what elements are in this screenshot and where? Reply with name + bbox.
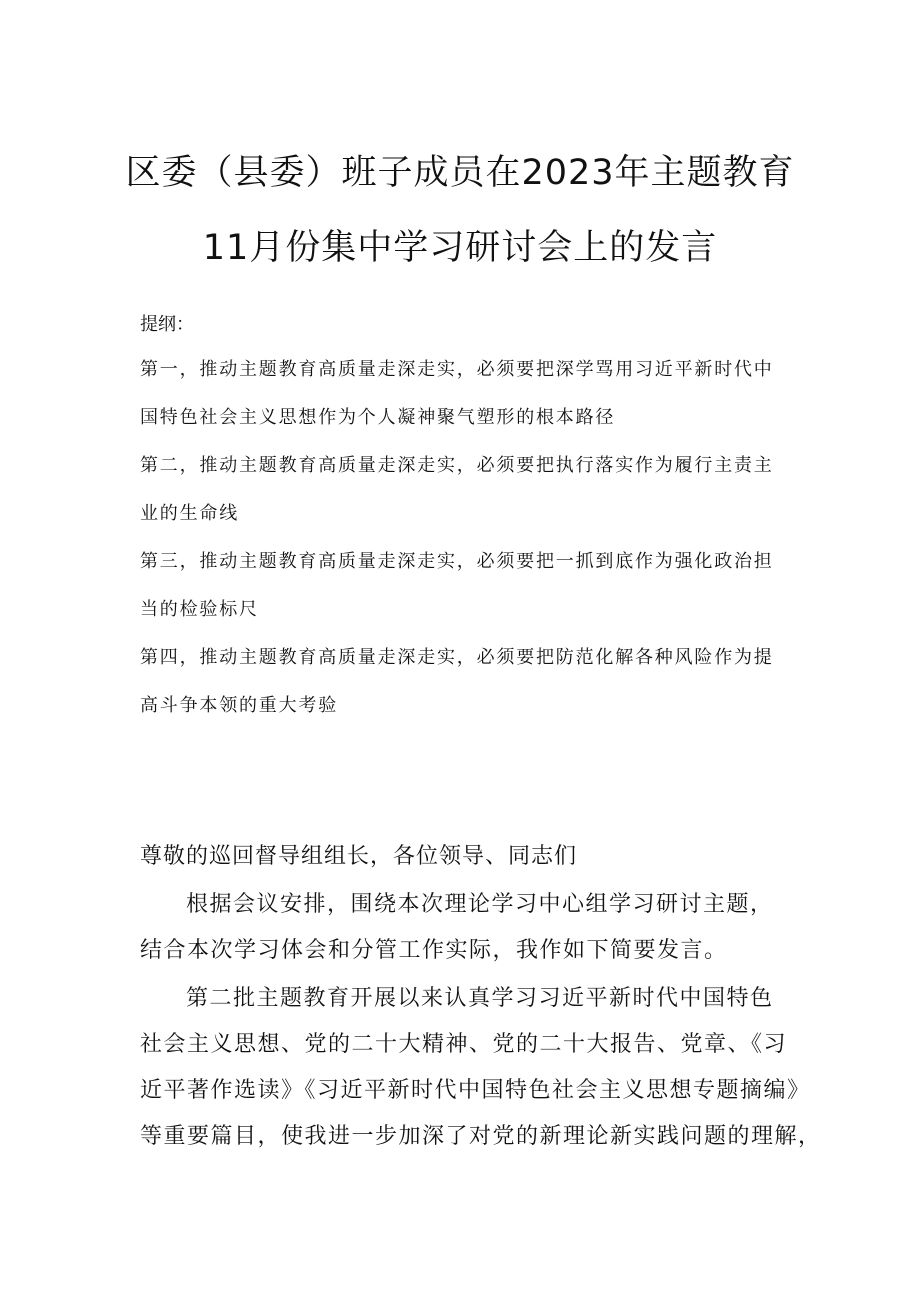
outline-label: 提纲： bbox=[140, 314, 194, 335]
paragraph-1-line-1: 根据会议安排，围绕本次理论学习中心组学习研讨主题， bbox=[186, 892, 774, 917]
paragraph-2 bbox=[140, 976, 822, 1160]
document-title-line-1: 区委（县委）班子成员在2023年主题教育 bbox=[125, 153, 795, 193]
outline-item-2 bbox=[140, 442, 800, 538]
outline-item-4-line-1: 第四，推动主题教育高质量走深走实，必须要把防范化解各种风险作为提 bbox=[140, 647, 774, 668]
paragraph-2-line-4: 等重要篇目，使我进一步加深了对党的新理论新实践问题的理解， bbox=[140, 1124, 822, 1149]
paragraph-1 bbox=[140, 882, 800, 974]
paragraph-2-line-3: 近平著作选读》《习近平新时代中国特色社会主义思想专题摘编》 bbox=[140, 1078, 811, 1103]
paragraph-1-line-2: 结合本次学习体会和分管工作实际，我作如下简要发言。 bbox=[140, 938, 728, 963]
outline-item-3-line-1: 第三，推动主题教育高质量走深走实，必须要把一抓到底作为强化政治担 bbox=[140, 551, 774, 572]
outline-item-2-line-2: 业的生命线 bbox=[140, 503, 239, 524]
outline-item-4 bbox=[140, 634, 800, 730]
outline-item-1-line-2: 国特色社会主义思想作为个人凝神聚气塑形的根本路径 bbox=[140, 407, 616, 428]
paragraph-2-line-1: 第二批主题教育开展以来认真学习习近平新时代中国特色 bbox=[186, 986, 774, 1011]
outline-item-3 bbox=[140, 538, 800, 634]
document-title-line-2: 11月份集中学习研讨会上的发言 bbox=[202, 228, 718, 268]
outline-item-2-line-1: 第二，推动主题教育高质量走深走实，必须要把执行落实作为履行主责主 bbox=[140, 455, 774, 476]
outline-item-1 bbox=[140, 346, 800, 442]
salutation: 尊敬的巡回督导组组长，各位领导、同志们 bbox=[140, 844, 578, 869]
outline-item-1-line-1: 第一，推动主题教育高质量走深走实，必须要把深学骂用习近平新时代中 bbox=[140, 359, 774, 380]
outline-item-3-line-2: 当的检验标尺 bbox=[140, 599, 259, 620]
paragraph-2-line-2: 社会主义思想、党的二十大精神、党的二十大报告、党章、《习 bbox=[140, 1032, 788, 1057]
outline-item-4-line-2: 高斗争本领的重大考验 bbox=[140, 695, 338, 716]
